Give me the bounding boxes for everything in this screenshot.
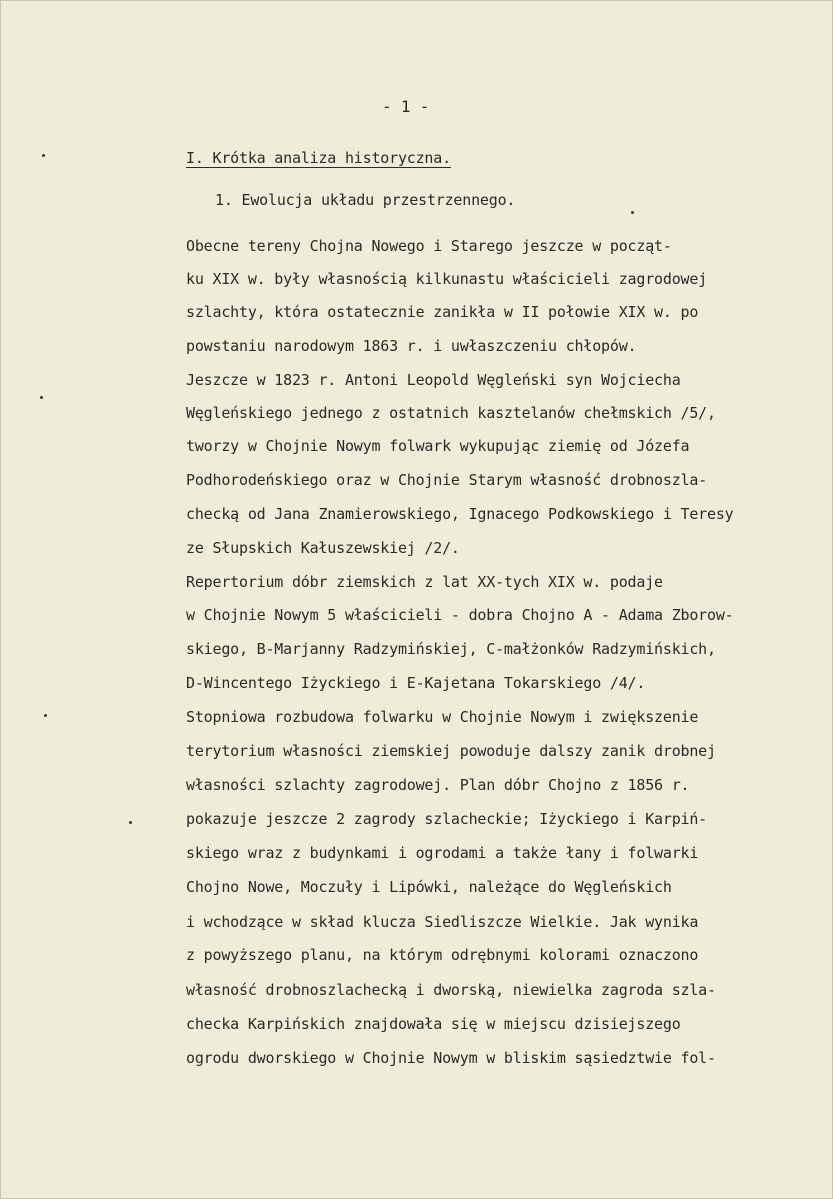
text-line: Jeszcze w 1823 r. Antoni Leopold Węgleński syn Wojciecha <box>186 371 681 389</box>
text-line: i wchodzące w skład klucza Siedliszcze Wielkie. Jak wynika <box>186 913 699 931</box>
text-line: Chojno Nowe, Moczuły i Lipówki, należące do Węgleńskich <box>186 878 672 896</box>
text-line: własność drobnoszlachecką i dworską, niewielka zagroda szla- <box>186 981 716 999</box>
text-line: D-Wincentego Iżyckiego i E-Kajetana Tokarskiego /4/. <box>186 674 646 692</box>
text-line: skiego wraz z budynkami i ogrodami a także łany i folwarki <box>186 844 699 862</box>
text-line: tworzy w Chojnie Nowym folwark wykupując ziemię od Józefa <box>186 437 690 455</box>
paper-speck <box>42 154 45 157</box>
text-line: Stopniowa rozbudowa folwarku w Chojnie Nowym i zwiększenie <box>186 708 699 726</box>
subheading: 1. Ewolucja układu przestrzennego. <box>215 191 516 209</box>
paper-speck <box>40 396 43 399</box>
text-line: skiego, B-Marjanny Radzymińskiej, C-małżonków Radzymińskich, <box>186 640 716 658</box>
paper-speck <box>44 714 47 717</box>
text-line: checką od Jana Znamierowskiego, Ignacego Podkowskiego i Teresy <box>186 505 734 523</box>
text-line: Węgleńskiego jednego z ostatnich kasztelanów chełmskich /5/, <box>186 404 716 422</box>
text-line: ku XIX w. były własnością kilkunastu właścicieli zagrodowej <box>186 270 708 288</box>
text-line: pokazuje jeszcze 2 zagrody szlacheckie; Iżyckiego i Karpiń- <box>186 810 708 828</box>
text-line: powstaniu narodowym 1863 r. i uwłaszczeniu chłopów. <box>186 337 637 355</box>
page-number: - 1 - <box>382 97 430 116</box>
text-line: Podhorodeńskiego oraz w Chojnie Starym własność drobnoszla- <box>186 471 708 489</box>
section-heading: I. Krótka analiza historyczna. <box>186 149 451 167</box>
text-line: Obecne tereny Chojna Nowego i Starego jeszcze w począt- <box>186 237 672 255</box>
text-line: własności szlachty zagrodowej. Plan dóbr Chojno z 1856 r. <box>186 776 690 794</box>
paper-speck <box>631 211 634 214</box>
text-line: ze Słupskich Kałuszewskiej /2/. <box>186 539 460 557</box>
text-line: szlachty, która ostatecznie zanikła w II połowie XIX w. po <box>186 303 699 321</box>
text-line: w Chojnie Nowym 5 właścicieli - dobra Chojno A - Adama Zborow- <box>186 606 734 624</box>
text-line: checka Karpińskich znajdowała się w miejscu dzisiejszego <box>186 1015 681 1033</box>
paper-speck <box>129 821 132 824</box>
text-line: Repertorium dóbr ziemskich z lat XX-tych XIX w. podaje <box>186 573 663 591</box>
text-line: z powyższego planu, na którym odrębnymi kolorami oznaczono <box>186 946 699 964</box>
text-line: terytorium własności ziemskiej powoduje dalszy zanik drobnej <box>186 742 716 760</box>
text-line: ogrodu dworskiego w Chojnie Nowym w bliskim sąsiedztwie fol- <box>186 1049 716 1067</box>
